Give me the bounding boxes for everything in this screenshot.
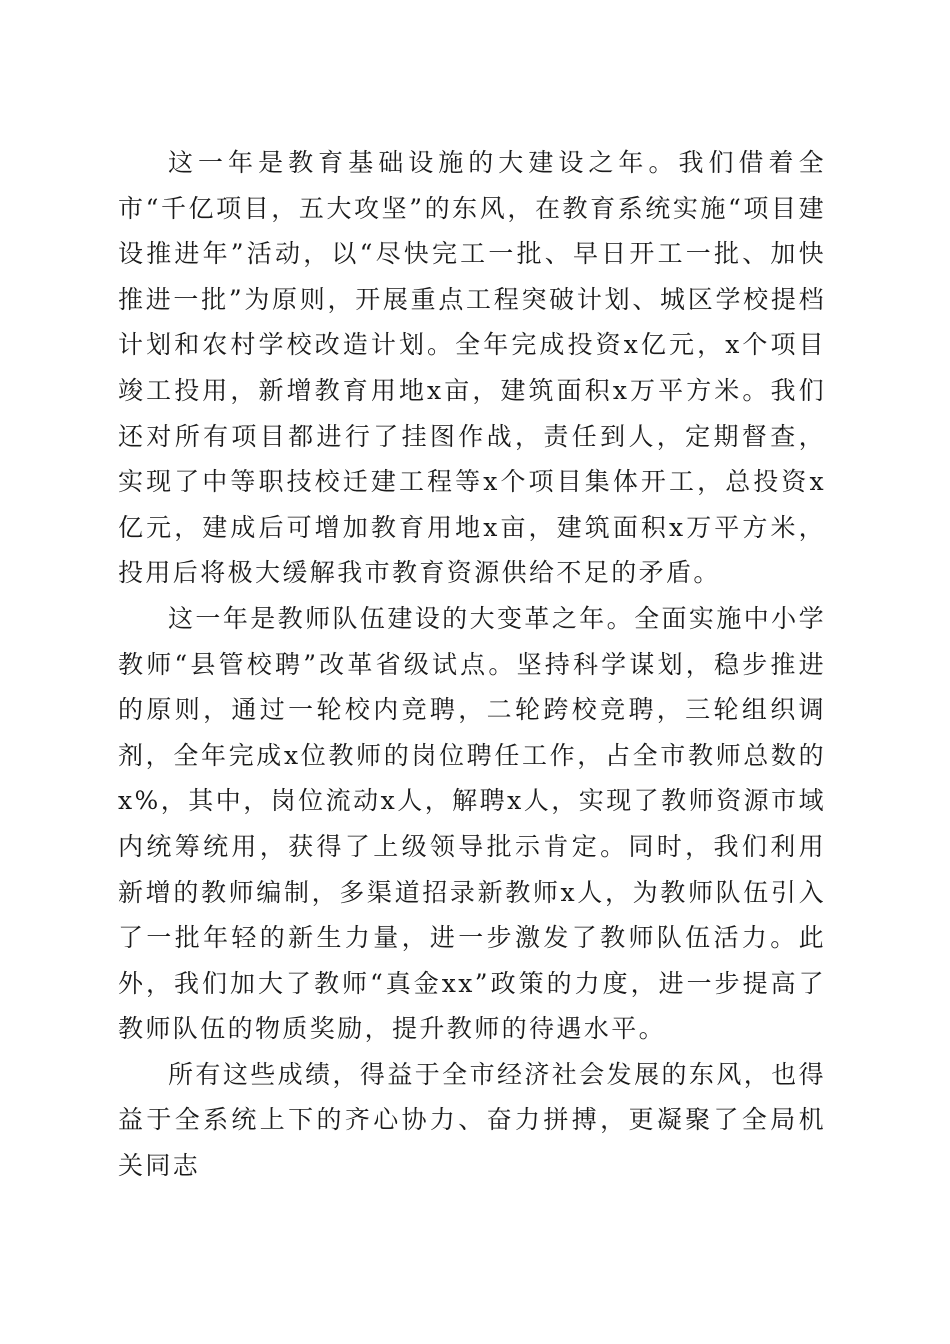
paragraph-achievements: 所有这些成绩，得益于全市经济社会发展的东风，也得益于全系统上下的齐心协力、奋力拼搏，更凝聚了全局机关同志 <box>118 1059 826 1181</box>
document-body <box>118 140 826 1189</box>
paragraph-teacher-reform: 这一年是教师队伍建设的大变革之年。全面实施中小学教师“县管校聘”改革省级试点。坚持科学谋划，稳步推进的原则，通过一轮校内竞聘，二轮跨校竞聘，三轮组织调剂，全年完成x位教师的岗位聘任工作，占全市教师总数的x%，其中，岗位流动x人，解聘x人，实现了教师资源市域内统筹统用，获得了上级领导批示肯定。同时，我们利用新增的教师编制，多渠道招录新教师x人，为教师队伍引入了一批年轻的新生力量，进一步激发了教师队伍活力。此外，我们加大了教师“真金xx”政策的力度，进一步提高了教师队伍的物质奖励，提升教师的待遇水平。 <box>118 603 826 1044</box>
paragraph-infrastructure: 这一年是教育基础设施的大建设之年。我们借着全市“千亿项目，五大攻坚”的东风，在教育系统实施“项目建设推进年”活动，以“尽快完工一批、早日开工一批、加快推进一批”为原则，开展重点工程突破计划、城区学校提档计划和农村学校改造计划。全年完成投资x亿元，x个项目竣工投用，新增教育用地x亩，建筑面积x万平方米。我们还对所有项目都进行了挂图作战，责任到人，定期督查，实现了中等职技校迁建工程等x个项目集体开工，总投资x亿元，建成后可增加教育用地x亩，建筑面积x万平方米，投用后将极大缓解我市教育资源供给不足的矛盾。 <box>118 148 826 588</box>
